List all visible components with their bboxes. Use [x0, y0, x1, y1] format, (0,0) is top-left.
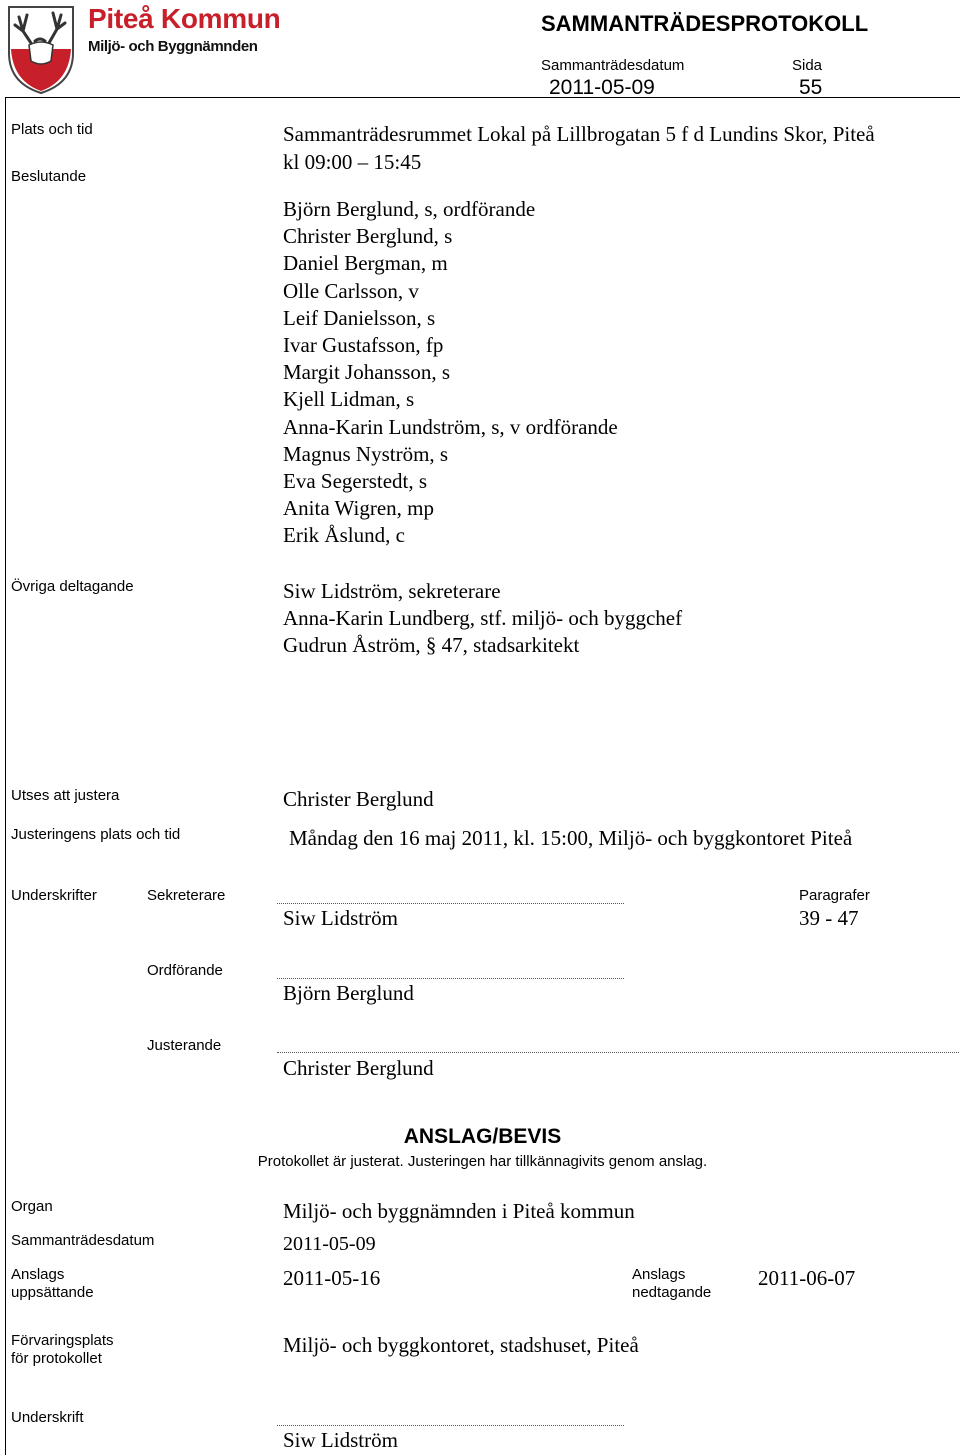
deciding-label: Beslutande [11, 168, 87, 185]
adjuster-label: Justerande [147, 1037, 222, 1054]
list-item: Magnus Nyström, s [283, 441, 449, 466]
time-value: kl 09:00 – 15:45 [283, 150, 422, 169]
place-time-label: Plats och tid [11, 121, 93, 138]
storage-value: Miljö- och byggkontoret, stadshuset, Piteå [283, 1333, 639, 1357]
organ-value: Miljö- och byggnämnden i Piteå kommun [283, 1199, 635, 1223]
removed-date-value: 2011-06-07 [758, 1266, 856, 1290]
meeting-date-label: Sammanträdesdatum [541, 57, 685, 74]
document-title: SAMMANTRÄDESPROTOKOLL [541, 11, 869, 36]
list-item: Siw Lidström, sekreterare [283, 579, 501, 603]
chair-name: Björn Berglund [283, 981, 414, 1005]
other-participants-list [283, 578, 682, 660]
chair-signature-line [277, 978, 624, 979]
list-item: Kjell Lidman, s [283, 387, 415, 412]
list-item: Anna-Karin Lundström, s, v ordförande [283, 414, 618, 439]
list-item: Erik Åslund, c [283, 523, 405, 548]
paragraphs-label: Paragrafer [799, 887, 870, 904]
notice-meeting-date-value: 2011-05-09 [283, 1233, 376, 1255]
posted-label-line1: Anslags [11, 1266, 65, 1283]
paragraphs-value: 39 - 47 [799, 906, 859, 930]
other-participants-label: Övriga deltagande [11, 578, 134, 595]
storage-label-line1: Förvaringsplats [11, 1332, 114, 1349]
notice-meeting-date-label: Sammanträdesdatum [11, 1232, 155, 1249]
place-value: Sammanträdesrummet Lokal på Lillbrogatan 5 f d Lundins Skor, Piteå [283, 122, 875, 146]
list-item: Ivar Gustafsson, fp [283, 333, 444, 358]
list-item: Björn Berglund, s, ordförande [283, 197, 536, 221]
notice-signature-label: Underskrift [11, 1409, 84, 1426]
list-item: Anna-Karin Lundberg, stf. miljö- och byggchef [283, 606, 683, 631]
list-item: Christer Berglund, s [283, 224, 453, 249]
logo-org-name: Piteå Kommun [88, 3, 281, 34]
deciding-member-list [283, 196, 618, 550]
list-item: Daniel Bergman, m [283, 251, 448, 276]
notice-title: ANSLAG/BEVIS [403, 1125, 562, 1148]
adjuster-selected-label: Utses att justera [11, 787, 120, 804]
secretary-label: Sekreterare [147, 887, 226, 904]
adjuster-name: Christer Berglund [283, 1056, 434, 1080]
list-item: Gudrun Åström, § 47, stadsarkitekt [283, 633, 580, 658]
meeting-date-value: 2011-05-09 [549, 76, 655, 99]
posted-label-line2: uppsättande [11, 1284, 94, 1301]
notice-text: Protokollet är justerat. Justeringen har tillkännagivits genom anslag. [257, 1153, 708, 1170]
page-number: 55 [799, 76, 823, 99]
logo-dept-name: Miljö- och Byggnämnden [88, 38, 258, 55]
adjuster-selected-value: Christer Berglund [283, 787, 434, 811]
page-label: Sida [792, 57, 823, 74]
reindeer-crest-icon [5, 3, 77, 95]
secretary-name: Siw Lidström [283, 906, 398, 930]
list-item: Anita Wigren, mp [283, 496, 434, 521]
notice-signature-name: Siw Lidström [283, 1428, 398, 1452]
posted-date-value: 2011-05-16 [283, 1266, 381, 1290]
list-item: Eva Segerstedt, s [283, 469, 428, 494]
frame-top-border [5, 97, 960, 98]
adjuster-signature-line [277, 1052, 959, 1053]
adjust-place-time-value: Måndag den 16 maj 2011, kl. 15:00, Miljö- och byggkontoret Piteå [289, 826, 853, 850]
list-item: Olle Carlsson, v [283, 278, 419, 303]
signatures-label: Underskrifter [11, 887, 97, 904]
removed-label-line2: nedtagande [632, 1284, 712, 1301]
chair-label: Ordförande [147, 962, 223, 979]
list-item: Leif Danielsson, s [283, 305, 436, 330]
removed-label-line1: Anslags [632, 1266, 686, 1283]
secretary-signature-line [277, 903, 624, 904]
organ-label: Organ [11, 1198, 53, 1215]
list-item: Margit Johansson, s [283, 360, 451, 385]
adjust-place-time-label: Justeringens plats och tid [11, 826, 181, 843]
notice-signature-line [277, 1425, 624, 1426]
frame-left-border [5, 97, 6, 1455]
storage-label-line2: för protokollet [11, 1350, 102, 1367]
